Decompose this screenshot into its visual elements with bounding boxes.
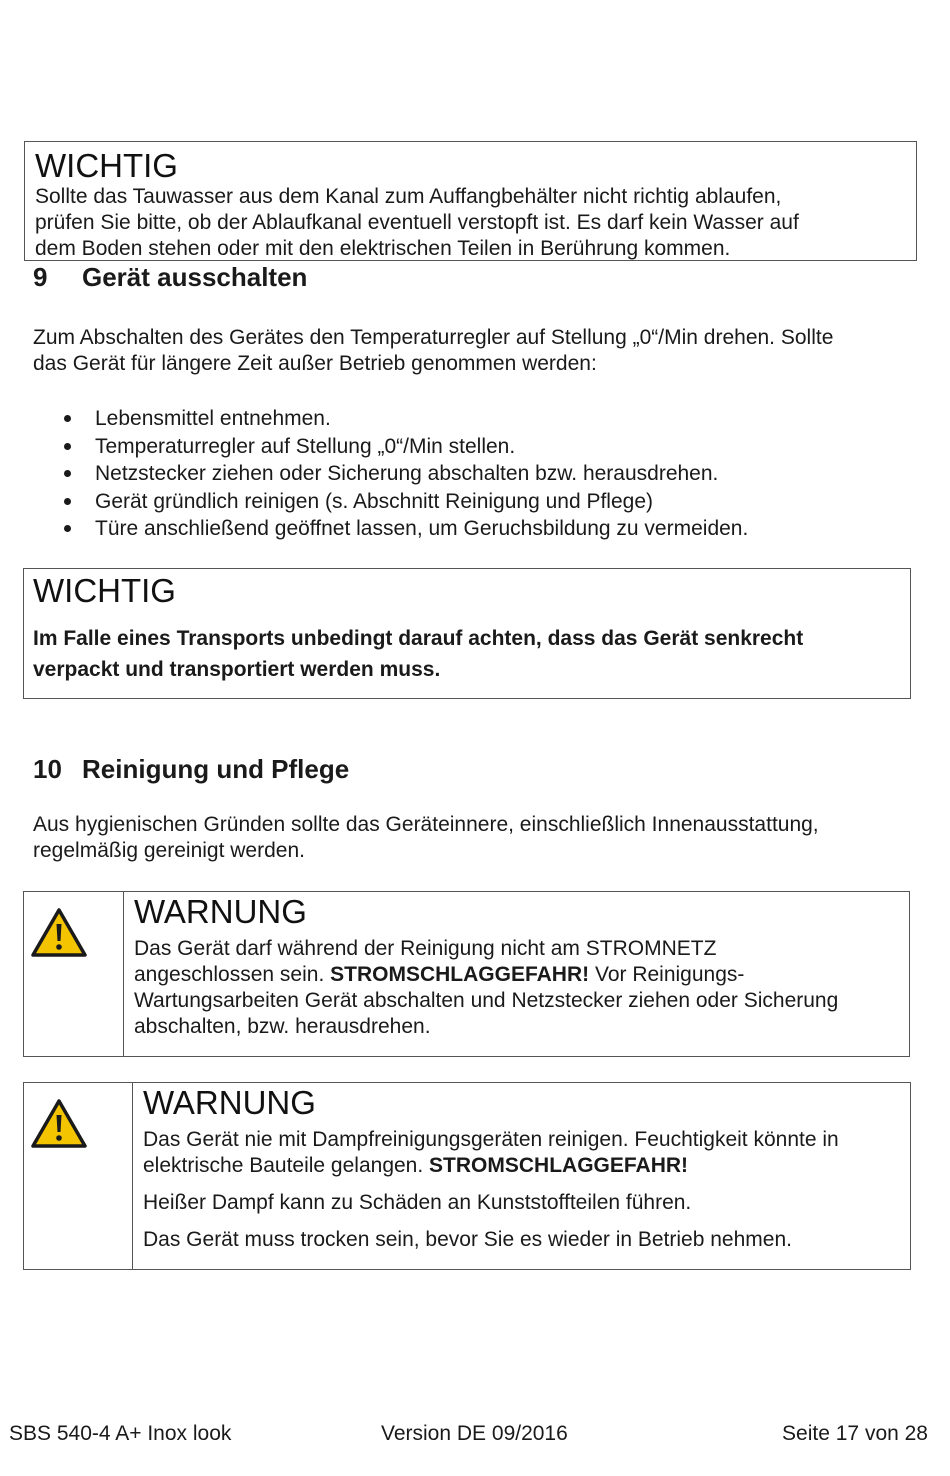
footer-version: Version DE 09/2016 bbox=[381, 1422, 568, 1445]
warning-line: Wartungsarbeiten Gerät abschalten und Netzstecker ziehen oder Sicherung bbox=[134, 989, 839, 1012]
important-line: Sollte das Tauwasser aus dem Kanal zum Auffangbehälter nicht richtig ablaufen, bbox=[35, 185, 782, 208]
list-item bbox=[33, 488, 748, 516]
section-number: 10 bbox=[33, 754, 62, 784]
bullet-icon bbox=[64, 443, 71, 450]
section-heading-10 bbox=[33, 754, 349, 784]
warning-line: abschalten, bzw. herausdrehen. bbox=[134, 1015, 431, 1038]
warning-icon-cell bbox=[24, 1083, 133, 1269]
warning-line bbox=[134, 962, 838, 988]
list-item-text: Lebensmittel entnehmen. bbox=[95, 407, 331, 430]
warning-text bbox=[143, 1127, 839, 1253]
warning-title: WARNUNG bbox=[134, 893, 307, 930]
warning-paragraph: Heißer Dampf kann zu Schäden an Kunststoffteilen führen. bbox=[143, 1191, 692, 1214]
warning-box-power bbox=[23, 891, 910, 1057]
warning-text-span: angeschlossen sein. bbox=[134, 963, 331, 986]
warning-paragraph: Das Gerät muss trocken sein, bevor Sie es wieder in Betrieb nehmen. bbox=[143, 1228, 792, 1251]
warning-box-steam bbox=[23, 1082, 911, 1270]
shock-hazard-label: STROMSCHLAGGEFAHR! bbox=[429, 1154, 689, 1177]
warning-triangle-icon bbox=[30, 907, 88, 959]
list-item-text: Netzstecker ziehen oder Sicherung abschalten bzw. herausdrehen. bbox=[95, 462, 719, 485]
bullet-icon bbox=[64, 470, 71, 477]
paragraph-line: Aus hygienischen Gründen sollte das Geräteinnere, einschließlich Innenausstattung, bbox=[33, 813, 819, 836]
paragraph-line: Zum Abschalten des Gerätes den Temperaturregler auf Stellung „0“/Min drehen. Sollte bbox=[33, 326, 834, 349]
warning-triangle-icon bbox=[30, 1098, 88, 1150]
important-line: prüfen Sie bitte, ob der Ablaufkanal eventuell verstopft ist. Es darf kein Wasser auf bbox=[35, 211, 799, 234]
warning-line: Das Gerät nie mit Dampfreinigungsgeräten reinigen. Feuchtigkeit könnte in bbox=[143, 1128, 839, 1151]
warning-line: Das Gerät darf während der Reinigung nicht am STROMNETZ bbox=[134, 937, 717, 960]
important-title: WICHTIG bbox=[35, 147, 178, 184]
shutdown-steps-list bbox=[33, 405, 748, 543]
footer-model: SBS 540-4 A+ Inox look bbox=[9, 1422, 232, 1445]
list-item bbox=[33, 515, 748, 543]
important-line: Im Falle eines Transports unbedingt darauf achten, dass das Gerät senkrecht bbox=[33, 627, 804, 650]
paragraph-line: regelmäßig gereinigt werden. bbox=[33, 839, 305, 862]
section-title: Gerät ausschalten bbox=[82, 262, 308, 292]
bullet-icon bbox=[64, 498, 71, 505]
important-line: dem Boden stehen oder mit den elektrischen Teilen in Berührung kommen. bbox=[35, 237, 731, 260]
bullet-icon bbox=[64, 415, 71, 422]
warning-text bbox=[134, 936, 838, 1040]
warning-text-span: elektrische Bauteile gelangen. bbox=[143, 1154, 430, 1177]
paragraph-line: das Gerät für längere Zeit außer Betrieb genommen werden: bbox=[33, 352, 597, 375]
important-text bbox=[33, 623, 901, 685]
section-heading-9 bbox=[33, 262, 307, 292]
warning-content bbox=[124, 892, 848, 1056]
warning-content bbox=[133, 1083, 849, 1269]
section-number: 9 bbox=[33, 262, 48, 292]
list-item-text: Temperaturregler auf Stellung „0“/Min stellen. bbox=[95, 434, 516, 458]
bullet-icon bbox=[64, 525, 71, 532]
warning-text-span: Vor Reinigungs- bbox=[589, 963, 745, 986]
warning-title: WARNUNG bbox=[143, 1084, 316, 1121]
important-box-drain bbox=[24, 141, 917, 261]
footer-page-number: Seite 17 von 28 bbox=[782, 1422, 928, 1445]
important-line: verpackt und transportiert werden muss. bbox=[33, 658, 441, 681]
important-text bbox=[35, 184, 906, 262]
warning-line bbox=[143, 1153, 839, 1179]
section-10-paragraph bbox=[33, 812, 918, 864]
list-item-text: Türe anschließend geöffnet lassen, um Geruchsbildung zu vermeiden. bbox=[95, 517, 749, 540]
warning-icon-cell bbox=[24, 892, 124, 1056]
list-item bbox=[33, 405, 748, 433]
shock-hazard-label: STROMSCHLAGGEFAHR! bbox=[330, 963, 590, 986]
section-9-paragraph bbox=[33, 325, 918, 377]
section-title: Reinigung und Pflege bbox=[82, 754, 350, 784]
list-item bbox=[33, 460, 748, 488]
list-item bbox=[33, 433, 748, 461]
important-title: WICHTIG bbox=[33, 572, 176, 609]
important-box-transport bbox=[23, 568, 911, 699]
list-item-text: Gerät gründlich reinigen (s. Abschnitt Reinigung und Pflege) bbox=[95, 489, 653, 513]
